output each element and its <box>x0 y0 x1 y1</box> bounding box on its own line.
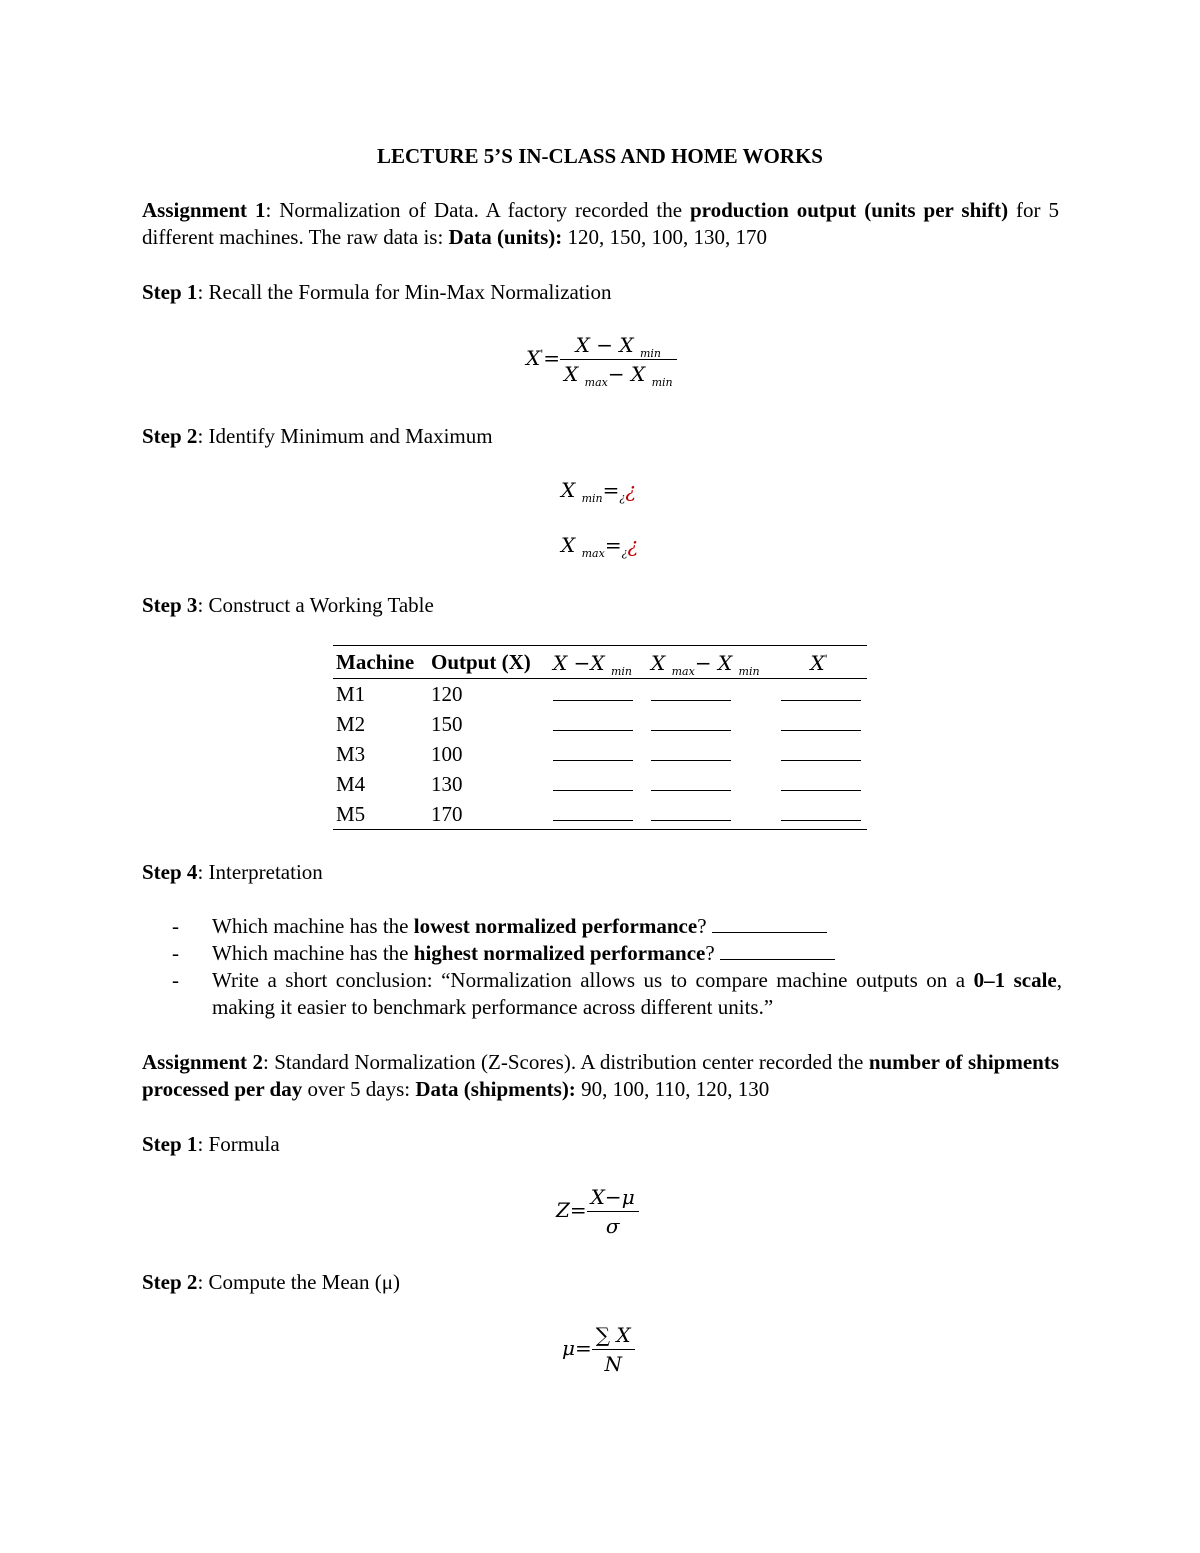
mean-denominator: N <box>604 1352 622 1376</box>
assignment-2-label: Assignment 2 <box>142 1050 263 1074</box>
a1-step-2-label: Step 2 <box>142 424 198 448</box>
formula-x-prime: X <box>526 346 541 370</box>
header-x-minus-xmin <box>550 646 648 679</box>
den-min-sub: min <box>651 376 673 389</box>
assignment-1-bold-phrase: production output (units per shift) <box>690 198 1009 222</box>
den-minus: − <box>607 362 625 386</box>
table-row <box>333 799 867 830</box>
assignment-1-text: : Normalization of Data. A factory recorded the <box>265 198 690 222</box>
xmax-sub: max <box>581 547 605 560</box>
hx2: X <box>590 650 605 675</box>
list-item: - Write a short conclusion: “Normalization allows us to compare machine outputs on a 0–1 scale, making it easier to benchmark performance across different units.” <box>172 968 1062 1019</box>
table-header-row <box>333 646 867 679</box>
cell-output: 150 <box>431 711 463 736</box>
mean-numerator: ∑ X <box>592 1323 635 1350</box>
xmin-equation <box>561 478 637 505</box>
assignment-1-data-label: Data (units): <box>448 225 563 249</box>
assignment-2-text-2: over 5 days: <box>302 1077 416 1101</box>
assignment-2-bold-phrase: number of shipments processed per day <box>142 1050 1060 1101</box>
a2-step-2-label: Step 2 <box>142 1270 198 1294</box>
page-title: LECTURE 5’S IN-CLASS AND HOME WORKS <box>377 144 823 168</box>
mean-eq: = <box>575 1336 592 1360</box>
q1-bold: lowest normalized performance <box>413 914 698 938</box>
conclusion-bold: 0–1 scale <box>973 968 1057 992</box>
hx1: X <box>553 650 568 675</box>
num-xmin: X <box>619 333 634 357</box>
z-symbol: Z <box>556 1198 570 1222</box>
xmin-sub: min <box>581 492 603 505</box>
conclusion-post: , making it easier to benchmark performance across different units.” <box>212 968 1062 1019</box>
mean-formula <box>562 1323 635 1376</box>
z-num-x: X <box>590 1185 605 1209</box>
cell-blank[interactable] <box>550 739 648 769</box>
hmin2: min <box>738 664 760 678</box>
a1-step-1-text: : Recall the Formula for Min-Max Normalization <box>197 280 612 304</box>
num-minus: − <box>596 333 614 357</box>
xmin-small-q: ¿ <box>619 491 626 504</box>
cell-blank[interactable] <box>550 679 648 710</box>
q2-post: ? <box>705 941 720 965</box>
cell-blank[interactable] <box>648 709 768 739</box>
a1-step-4-label: Step 4 <box>142 860 198 884</box>
fraction-numerator <box>560 333 677 360</box>
cell-machine: M2 <box>336 711 366 736</box>
table-row <box>333 739 867 769</box>
xmax-small-q: ¿ <box>621 546 628 559</box>
header-x-prime <box>768 646 867 679</box>
cell-blank[interactable] <box>648 739 768 769</box>
cell-machine: M1 <box>336 681 366 706</box>
a2-step-1 <box>142 1132 280 1157</box>
min-max-fraction <box>560 333 677 389</box>
xmin-red-q: ¿ <box>625 478 637 502</box>
z-num-mu: μ <box>621 1185 635 1209</box>
cell-blank[interactable] <box>550 799 648 830</box>
a1-step-2 <box>142 424 493 449</box>
cell-output: 130 <box>431 771 463 796</box>
den-xmin: X <box>630 362 646 386</box>
interpretation-list <box>172 913 1062 1021</box>
cell-output: 170 <box>431 801 463 826</box>
answer-blank-highest[interactable] <box>720 941 835 960</box>
xmax-x: X <box>561 533 576 557</box>
a1-step-1-label: Step 1 <box>142 280 198 304</box>
cell-output: 120 <box>431 681 463 706</box>
a1-step-4-text: : Interpretation <box>197 860 323 884</box>
conclusion-pre: Write a short conclusion: “Normalization allows us to compare machine outputs on a <box>212 968 974 992</box>
xmax-equation <box>561 533 639 560</box>
den-xmax: X <box>564 362 579 386</box>
assignment-1-label: Assignment 1 <box>142 198 266 222</box>
header-xmax-minus-xmin <box>648 646 768 679</box>
a2-step-2 <box>142 1270 400 1295</box>
hx3: X <box>651 650 666 675</box>
a1-step-1 <box>142 280 612 305</box>
a2-step-1-label: Step 1 <box>142 1132 198 1156</box>
q1-pre: Which machine has the <box>212 914 414 938</box>
z-numerator <box>587 1185 639 1212</box>
a1-step-3 <box>142 593 434 618</box>
assignment-1-data-values: 120, 150, 100, 130, 170 <box>562 225 768 249</box>
cell-machine: M5 <box>336 801 366 826</box>
assignment-2-intro <box>142 1049 1059 1103</box>
cell-blank[interactable] <box>648 679 768 710</box>
table-row <box>333 679 867 710</box>
hx4: X <box>717 650 733 675</box>
q1-post: ? <box>697 914 712 938</box>
header-output: Output (X) <box>431 650 531 674</box>
a1-step-4 <box>142 860 323 885</box>
hminus2: − <box>694 650 712 675</box>
z-denominator <box>587 1212 639 1238</box>
mean-fraction <box>592 1323 635 1376</box>
cell-output: 100 <box>431 741 463 766</box>
assignment-1-text-2: for 5 different machines. The raw data is: <box>142 198 1059 249</box>
hmin1: min <box>610 664 633 678</box>
z-num-minus: − <box>604 1185 622 1209</box>
q2-pre: Which machine has the <box>212 941 414 965</box>
cell-blank[interactable] <box>768 679 867 710</box>
z-den-sigma: σ <box>605 1214 620 1238</box>
table-row <box>333 769 867 799</box>
xmin-eq: = <box>602 478 620 502</box>
a1-step-3-text: : Construct a Working Table <box>197 593 434 617</box>
working-table <box>333 645 867 830</box>
z-score-formula <box>556 1185 639 1238</box>
cell-blank[interactable] <box>768 739 867 769</box>
assignment-2-text: : Standard Normalization (Z-Scores). A distribution center recorded the <box>262 1050 869 1074</box>
answer-blank-lowest[interactable] <box>712 914 827 933</box>
cell-machine: M3 <box>336 741 366 766</box>
xmin-x: X <box>561 478 576 502</box>
cell-blank[interactable] <box>550 709 648 739</box>
assignment-2-data-values: 90, 100, 110, 120, 130 <box>575 1077 770 1101</box>
cell-blank[interactable] <box>768 799 867 830</box>
cell-machine: M4 <box>336 771 366 796</box>
hmax: max <box>671 664 695 678</box>
q2-bold: highest normalized performance <box>413 941 706 965</box>
den-max-sub: max <box>584 376 608 389</box>
cell-blank[interactable] <box>550 769 648 799</box>
z-fraction <box>587 1185 639 1238</box>
fraction-denominator <box>560 360 677 389</box>
a1-step-2-text: : Identify Minimum and Maximum <box>197 424 493 448</box>
hminus1: − <box>573 650 591 675</box>
cell-blank[interactable] <box>768 709 867 739</box>
min-max-formula <box>526 333 677 389</box>
cell-blank[interactable] <box>648 799 768 830</box>
list-item: - Which machine has the highest normalized performance? <box>172 940 1062 967</box>
prime-mark: ' <box>540 347 544 361</box>
hx5: X <box>810 650 825 675</box>
assignment-1-intro <box>142 197 1059 251</box>
hprime: ' <box>824 651 828 665</box>
a2-step-2-text: : Compute the Mean (μ) <box>197 1270 400 1294</box>
cell-blank[interactable] <box>768 769 867 799</box>
a1-step-3-label: Step 3 <box>142 593 198 617</box>
num-x: X <box>575 333 590 357</box>
a2-step-1-text: : Formula <box>197 1132 280 1156</box>
mean-mu: μ <box>562 1336 575 1360</box>
equals-sign: = <box>543 346 561 370</box>
header-machine: Machine <box>336 650 415 674</box>
xmax-eq: = <box>604 533 622 557</box>
xmax-red-q: ¿ <box>627 533 639 557</box>
assignment-2-data-label: Data (shipments): <box>415 1077 576 1101</box>
cell-blank[interactable] <box>648 769 768 799</box>
z-eq: = <box>569 1198 587 1222</box>
num-min-sub: min <box>639 347 662 360</box>
list-item: - Which machine has the lowest normalized performance? <box>172 913 1062 940</box>
table-row <box>333 709 867 739</box>
